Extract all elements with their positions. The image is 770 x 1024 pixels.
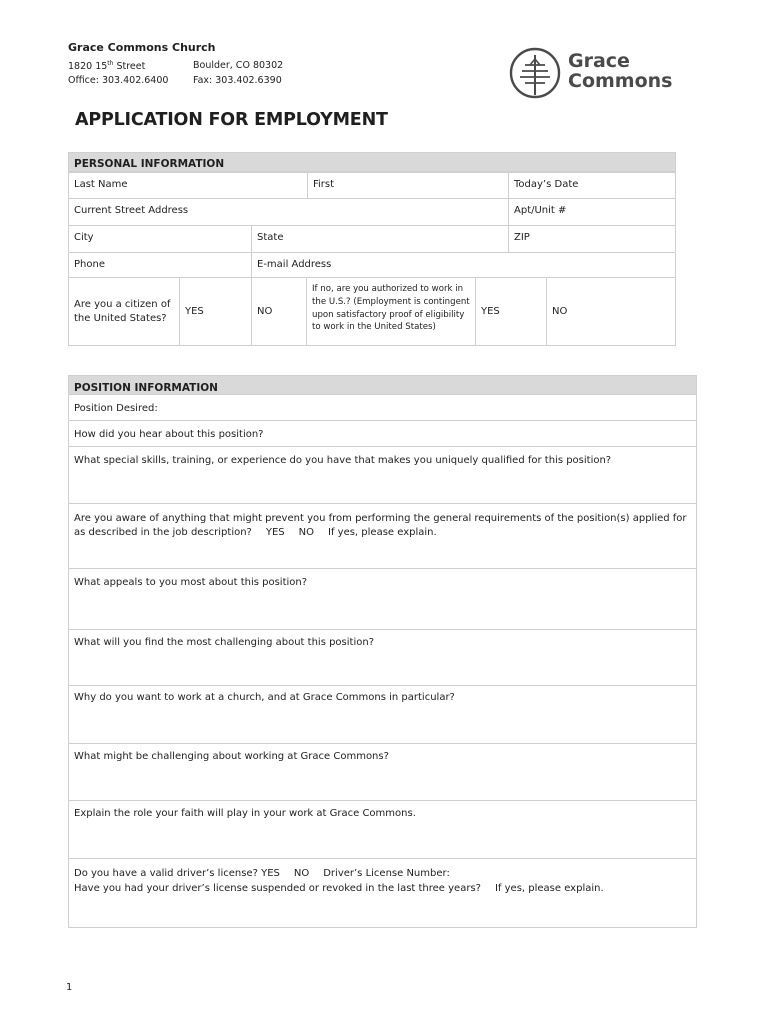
city-state-zip: Boulder, CO 80302 — [193, 60, 284, 71]
citizen-no-option[interactable]: NO — [251, 277, 307, 346]
org-name: Grace Commons Church — [68, 41, 216, 54]
skills-field[interactable]: What special skills, training, or experience do you have that makes you uniquely qualified for this position? — [68, 446, 697, 504]
challenging-grace-commons-field[interactable]: What might be challenging about working at Grace Commons? — [68, 743, 697, 801]
page-number: 1 — [66, 982, 73, 993]
street-address-field[interactable]: Current Street Address — [68, 198, 509, 226]
tree-circle-icon — [508, 45, 564, 101]
logo-wordmark: Grace Commons — [568, 50, 673, 92]
aware-yes-option[interactable]: YES — [265, 527, 285, 538]
section-position-heading: POSITION INFORMATION — [68, 375, 697, 395]
page-title: APPLICATION FOR EMPLOYMENT — [75, 110, 388, 130]
license-no-option[interactable]: NO — [293, 868, 310, 879]
office-phone: Office: 303.402.6400 — [68, 75, 169, 86]
citizen-question: Are you a citizen of the United States? — [68, 277, 180, 346]
citizen-yes-option[interactable]: YES — [179, 277, 252, 346]
state-field[interactable]: State — [251, 225, 509, 253]
position-desired-field[interactable]: Position Desired: — [68, 394, 697, 421]
grace-commons-logo — [508, 45, 683, 103]
aware-no-option[interactable]: NO — [298, 527, 314, 538]
street-address: 1820 15th Street — [68, 60, 146, 73]
authorized-question: If no, are you authorized to work in the U.S.? (Employment is contingent upon satisfactory proof of eligibility to work in the United States) — [306, 277, 476, 346]
aware-requirements-field[interactable]: Are you aware of anything that might prevent you from performing the general requirements of the position(s) applied for as described in the job description? YES NO If yes, please explain. — [68, 503, 697, 569]
city-field[interactable]: City — [68, 225, 252, 253]
last-name-field[interactable]: Last Name — [68, 172, 308, 199]
section-personal-heading: PERSONAL INFORMATION — [68, 152, 676, 172]
phone-field[interactable]: Phone — [68, 252, 252, 278]
zip-field[interactable]: ZIP — [508, 225, 676, 253]
email-field[interactable]: E-mail Address — [251, 252, 676, 278]
faith-role-field[interactable]: Explain the role your faith will play in your work at Grace Commons. — [68, 800, 697, 859]
drivers-license-field[interactable]: Do you have a valid driver’s license? YES NO Driver’s License Number: Have you had your driver’s license suspended or revoked in the last three years? If yes, please explain. — [68, 858, 697, 928]
authorized-yes-option[interactable]: YES — [475, 277, 547, 346]
challenging-position-field[interactable]: What will you find the most challenging about this position? — [68, 629, 697, 686]
apt-unit-field[interactable]: Apt/Unit # — [508, 198, 676, 226]
appeals-field[interactable]: What appeals to you most about this position? — [68, 568, 697, 630]
todays-date-field[interactable]: Today’s Date — [508, 172, 676, 199]
first-name-field[interactable]: First — [307, 172, 509, 199]
license-yes-option[interactable]: YES — [261, 868, 280, 879]
authorized-no-option[interactable]: NO — [546, 277, 676, 346]
why-church-field[interactable]: Why do you want to work at a church, and at Grace Commons in particular? — [68, 685, 697, 744]
hear-about-field[interactable]: How did you hear about this position? — [68, 420, 697, 447]
fax-number: Fax: 303.402.6390 — [193, 75, 282, 86]
